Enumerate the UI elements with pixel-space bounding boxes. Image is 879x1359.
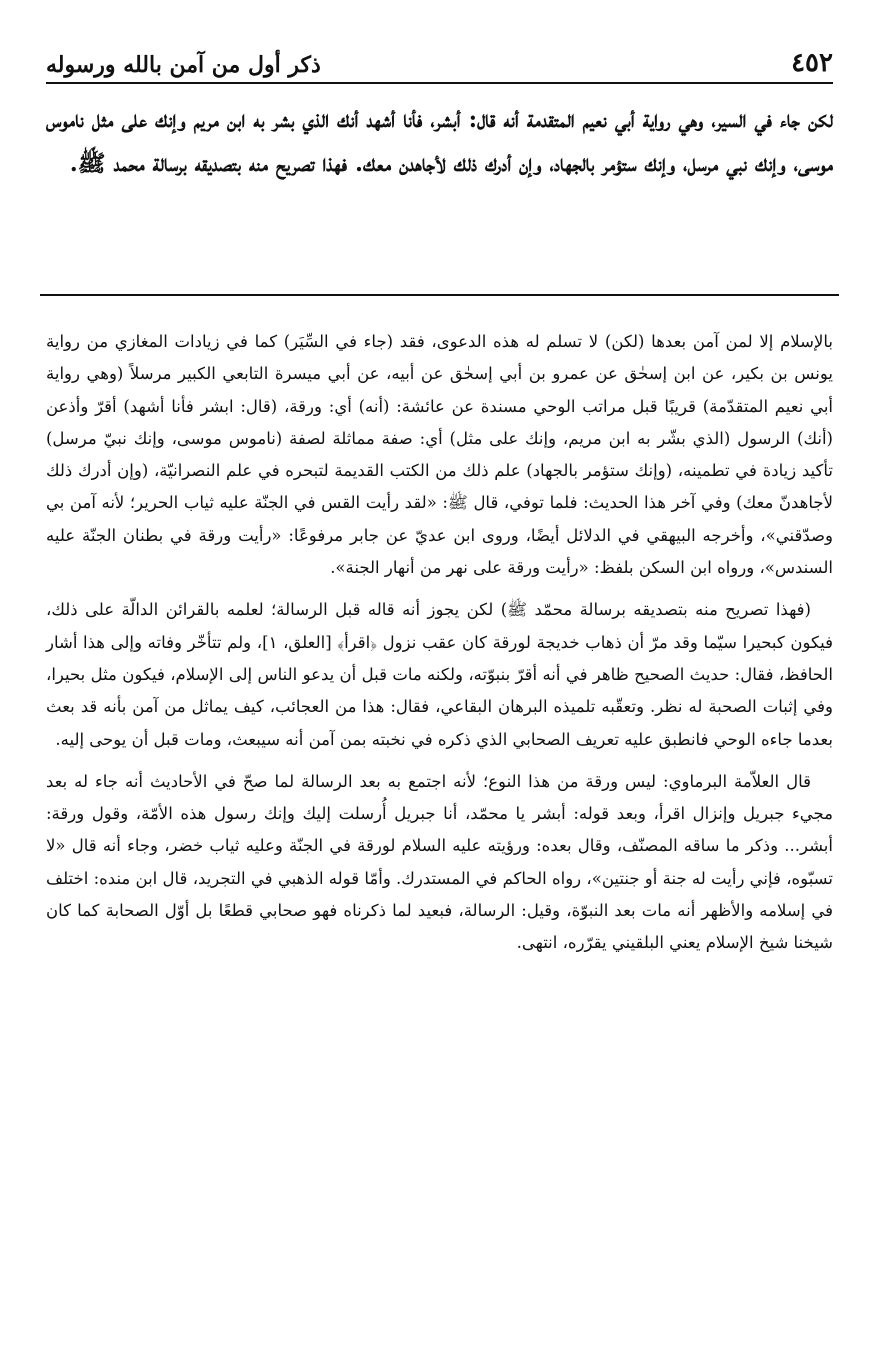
page-number: ٤٥٢ (791, 48, 833, 78)
commentary (46, 326, 833, 970)
commentary-paragraph: (فهذا تصريح منه بتصديقه برسالة محمّد ﷺ) لكن يجوز أنه قاله قبل الرسالة؛ لعلمه بالقرائن الدالّة على ذلك، فيكون كبحيرا سيّما وقد مرّ أن ذهاب خديجة لورقة كان عقب نزول ﴿اقرأ﴾ [العلق، ١]، ولم تتأخّر وفاته وإلى هذا أشار الحافظ، فقال: حديث الصحيح ظاهر في أنه أقرّ بنبوّته، ولكنه مات قبل أن يدعو الناس إلى الإسلام، فيكون مثل بحيرا، وفي إثبات الصحبة له نظر. وتعقّبه تلميذه البرهان البقاعي، فقال: هذا من العجائب، كيف يماثل من آمن بأنه قد بعث بعدما جاءه الوحي فانطبق عليه تعريف الصحابي الذي ذكره في نخبته بمن آمن أنه سيبعث، ومات قبل أن يوحى إليه. (46, 600, 833, 749)
commentary-paragraph: بالإسلام إلا لمن آمن بعدها (لكن) لا تسلم له هذه الدعوى، فقد (جاء في السِّيَر) كما في زيادات المغازي من رواية يونس بن بكير، عن ابن إسحٰق عن عمرو بن أبي إسحٰق عن أبيه، عن أبي ميسرة التابعي الكبير مرسلاً (وهي رواية أبي نعيم المتقدّمة) قريبًا قبل مراتب الوحي مسندة عن عائشة: (أنه) أي: ورقة، (قال: ابشر فأنا أشهد) أقرّ وأذعن (أنك) الرسول (الذي بشّر به ابن مريم، وإنك على مثل) أي: صفة مماثلة لصفة (ناموس موسى، وإنك نبيّ مرسل) تأكيد زيادة في تطمينه، (وإنك ستؤمر بالجهاد) علم ذلك من الكتب القديمة لتبحره في علم النصرانيّة، (وإن أدرك ذلك لأجاهدنّ معك) وفي آخر هذا الحديث: فلما توفي، قال ﷺ: «لقد رأيت القس في الجنّة عليه ثياب الحرير؛ لأنه آمن بي وصدّقني»، وأخرجه البيهقي في الدلائل أيضًا، وروى ابن عديّ عن جابر مرفوعًا: «رأيت ورقة في بطنان الجنّة عليه السندس»، ورواه ابن السكن بلفظ: «رأيت ورقة على نهر من أنهار الجنة». (46, 332, 833, 578)
running-title: ذكر أول من آمن بالله ورسوله (46, 52, 321, 78)
main-text: لكن جاء في السير، وهي رواية أبي نعيم المتقدمة أنه قال: أبشر، فأنا أشهد أنك الذي بشر به ابن مريم وإنك على مثل ناموس موسى، وإنك نبي مرسل، وإنك ستؤمر بالجهاد، وإن أدرك ذلك لأجاهدن معك. فهذا تصريح منه بتصديقه برسالة محمد ﷺ. (46, 106, 833, 177)
page-header (46, 32, 833, 84)
commentary-paragraph: قال العلاّمة البرماوي: ليس ورقة من هذا النوع؛ لأنه اجتمع به بعد الرسالة لما صحّ في الأحاديث أنه جاء له بعد مجيء جبريل وإنزال اقرأ، وبعد قوله: أبشر يا محمّد، أنا جبريل أُرسلت إليك وإنك رسول هذه الأمّة، وقول ورقة: أبشر... وذكر ما ساقه المصنّف، وقال بعده: ورؤيته عليه السلام لورقة في الجنّة وعليه ثياب خضر، وجاء أنه قال «لا تسبّوه، فإني رأيت له جنة أو جنتين»، رواه الحاكم في المستدرك. وأمّا قوله الذهبي في التجريد، قال ابن منده: اختلف في إسلامه والأظهر أنه مات بعد النبوّة، وقيل: الرسالة، فبعيد لما ذكرناه فهو صحابي قطعًا بل أوّل الصحابة كما كان شيخنا شيخ الإسلام يعني البلقيني يقرّره، انتهى. (46, 771, 833, 953)
separator-line (40, 294, 839, 296)
